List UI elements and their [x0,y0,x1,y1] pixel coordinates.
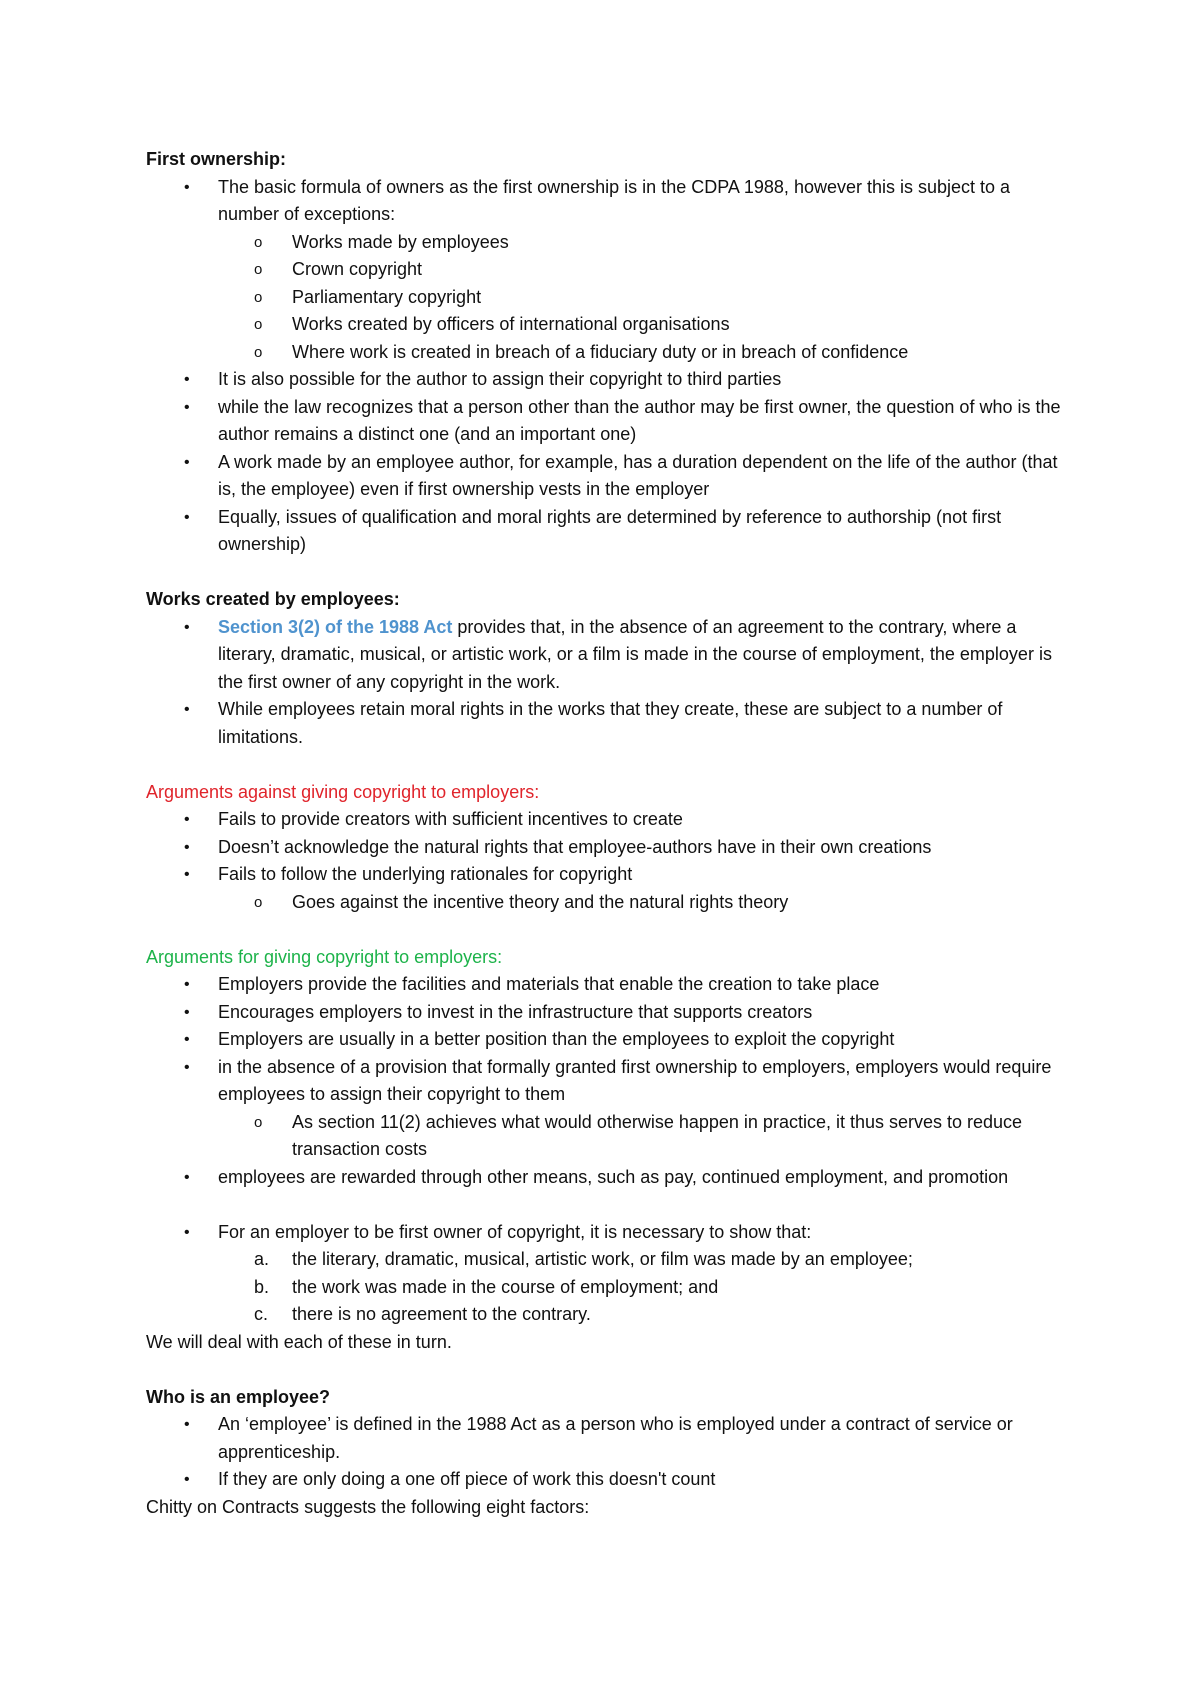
bullet-icon: • [184,618,190,636]
statute-link[interactable]: Section 3(2) of the 1988 Act [218,616,453,637]
bullet-icon: • [184,838,190,856]
list-item: • Doesn’t acknowledge the natural rights that employee-authors have in their own creations [146,834,1066,862]
bullet-icon: • [184,811,190,828]
bullet-icon: • [184,1031,190,1048]
circle-bullet-icon: o [254,316,263,333]
list-item: • Employers provide the facilities and materials that enable the creation to take place [146,971,1066,999]
list-item: • while the law recognizes that a person other than the author may be first owner, the question of who is the author remains a distinct one (and an important one) [146,394,1066,449]
heading-first-ownership: First ownership: [146,149,287,169]
list-works-by-employees [146,614,1066,752]
numbered-item: a. the literary, dramatic, musical, artistic work, or film was made by an employee; [146,1246,1066,1274]
list-employer-first-owner [146,1219,1066,1247]
heading-arguments-for: Arguments for giving copyright to employers: [146,946,503,967]
list-arguments-for [146,971,1066,1191]
sub-list-item: o Goes against the incentive theory and the natural rights theory [146,889,1066,917]
bullet-icon: • [184,178,190,196]
circle-bullet-icon: o [254,893,263,911]
spacer [146,559,1066,587]
circle-bullet-icon: o [254,343,263,361]
list-item: • employees are rewarded through other means, such as pay, continued employment, and promotion [146,1164,1066,1192]
list-item: • Fails to follow the underlying rationales for copyright [146,861,1066,889]
bullet-icon: • [184,1003,190,1021]
spacer [146,916,1066,944]
sub-list-item: o Works made by employees [146,229,1066,257]
sub-list-item: o Works created by officers of international organisations [146,311,1066,339]
list-first-ownership [146,174,1066,559]
spacer [146,1191,1066,1219]
spacer [146,751,1066,779]
circle-bullet-icon: o [254,288,263,306]
list-item: • Encourages employers to invest in the infrastructure that supports creators [146,999,1066,1027]
list-item: • If they are only doing a one off piece of work this doesn't count [146,1466,1066,1494]
heading-arguments-against: Arguments against giving copyright to employers: [146,781,540,802]
list-item: • Equally, issues of qualification and moral rights are determined by reference to authorship (not first ownership) [146,504,1066,559]
bullet-icon: • [184,371,190,388]
list-number: c. [254,1304,269,1324]
bullet-icon: • [184,701,190,718]
list-item: • A work made by an employee author, for example, has a duration dependent on the life of the author (that is, the employee) even if first ownership vests in the employer [146,449,1066,504]
list-item: • Employers are usually in a better position than the employees to exploit the copyright [146,1026,1066,1054]
bullet-icon: • [184,1416,190,1433]
list-item: • Section 3(2) of the 1988 Act provides that, in the absence of an agreement to the contrary, where a literary, dramatic, musical, or artistic work, or a film is made in the course of employment, the employer is the first owner of any copyright in the work. [146,614,1066,697]
list-item: • in the absence of a provision that formally granted first ownership to employers, employers would require employees to assign their copyright to them [146,1054,1066,1109]
bullet-icon: • [184,1168,190,1186]
heading-works-by-employees: Works created by employees: [146,589,400,609]
bullet-icon: • [184,453,190,471]
list-arguments-against [146,806,1066,916]
list-item: • An ‘employee’ is defined in the 1988 Act as a person who is employed under a contract of service or apprenticeship. [146,1411,1066,1466]
numbered-item: c. there is no agreement to the contrary. [146,1301,1066,1329]
bullet-icon: • [184,976,190,993]
sub-list-item: o Crown copyright [146,256,1066,284]
paragraph-closing: We will deal with each of these in turn. [146,1331,452,1352]
document-page [146,146,1066,1521]
list-item: • While employees retain moral rights in the works that they create, these are subject to a number of limitations. [146,696,1066,751]
bullet-icon: • [184,1471,190,1488]
circle-bullet-icon: o [254,233,263,251]
bullet-icon: • [184,1058,190,1076]
bullet-icon: • [184,866,190,883]
list-who-is-employee [146,1411,1066,1494]
sub-list-item: o Parliamentary copyright [146,284,1066,312]
numbered-item: b. the work was made in the course of employment; and [146,1274,1066,1302]
list-item: • For an employer to be first owner of copyright, it is necessary to show that: [146,1219,1066,1247]
list-number: b. [254,1276,270,1297]
sub-list-item: o As section 11(2) achieves what would otherwise happen in practice, it thus serves to reduce transaction costs [146,1109,1066,1164]
spacer [146,1356,1066,1384]
heading-who-is-employee: Who is an employee? [146,1386,331,1407]
circle-bullet-icon: o [254,261,263,278]
paragraph-chitty: Chitty on Contracts suggests the following eight factors: [146,1496,590,1517]
bullet-icon: • [184,398,190,416]
numbered-list-conditions [146,1246,1066,1329]
circle-bullet-icon: o [254,1113,263,1131]
list-item: • Fails to provide creators with sufficient incentives to create [146,806,1066,834]
bullet-icon: • [184,1223,190,1241]
bullet-icon: • [184,508,190,526]
list-item: • It is also possible for the author to assign their copyright to third parties [146,366,1066,394]
list-number: a. [254,1249,270,1269]
sub-list-item: o Where work is created in breach of a fiduciary duty or in breach of confidence [146,339,1066,367]
list-item: • The basic formula of owners as the first ownership is in the CDPA 1988, however this is subject to a number of exceptions: [146,174,1066,229]
